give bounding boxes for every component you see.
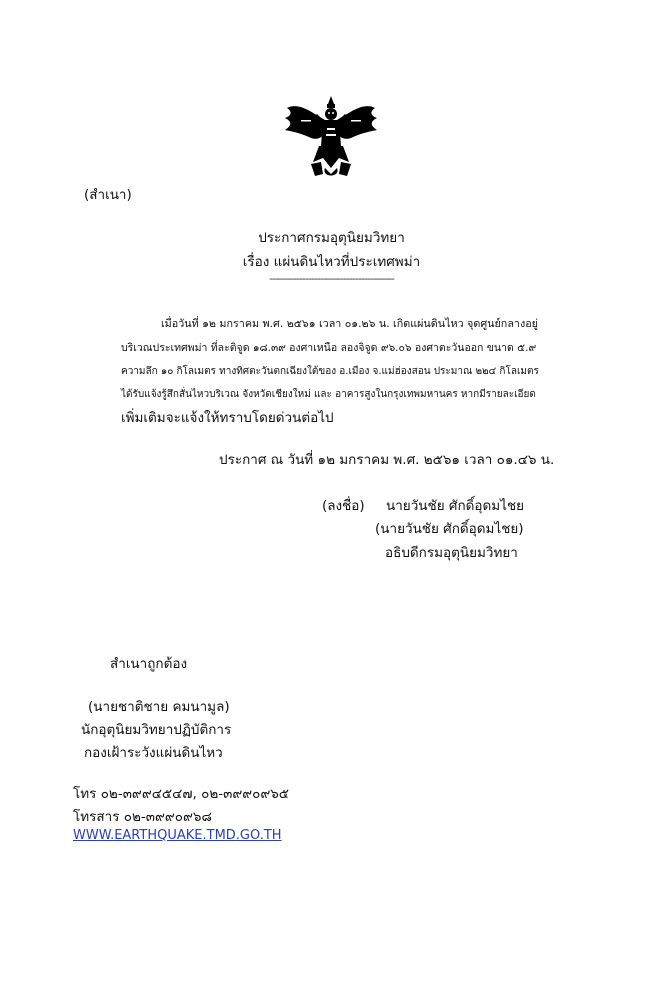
signer-name-parenthetical: (นายวันชัย ศักดิ์อุดมไชย) <box>375 521 524 537</box>
fax-number: โทรสาร ๐๒-๓๙๙๐๙๖๘ <box>73 809 212 825</box>
website-link[interactable]: WWW.EARTHQUAKE.TMD.GO.TH <box>73 828 282 843</box>
heading-organization: ประกาศกรมอุตุนิยมวิทยา <box>258 230 405 246</box>
heading-divider: ------------------------------------------ <box>269 272 394 285</box>
copy-mark: (สำเนา) <box>84 187 132 203</box>
certify-label: สำเนาถูกต้อง <box>110 656 188 672</box>
phone-number: โทร ๐๒-๓๙๙๔๕๔๗, ๐๒-๓๙๙๐๙๖๕ <box>73 786 290 802</box>
body-line: ได้รับแจ้งรู้สึกสั่นไหวบริเวณ จังหวัดเชียงใหม่ และ อาคารสูงในกรุงเทพมหานคร หากมีรายละเอียด <box>121 389 536 400</box>
heading-subject: เรื่อง แผ่นดินไหวที่ประเทศพม่า <box>242 254 421 270</box>
certifier-name: (นายชาติชาย คมนามูล) <box>88 699 230 715</box>
sign-label: (ลงชื่อ) <box>322 498 365 514</box>
garuda-emblem-icon <box>281 94 381 184</box>
body-line: ความลึก ๑๐ กิโลเมตร ทางทิศตะวันตกเฉียงใต้ของ อ.เมือง จ.แม่ฮ่องสอน ประมาณ ๒๒๔ กิโลเมตร <box>121 366 539 377</box>
certifier-division: กองเฝ้าระวังแผ่นดินไหว <box>84 745 223 761</box>
certifier-position: นักอุตุนิยมวิทยาปฏิบัติการ <box>81 722 232 738</box>
announce-date: ประกาศ ณ วันที่ ๑๒ มกราคม พ.ศ. ๒๕๖๑ เวลา ๐๑.๔๖ น. <box>219 452 555 468</box>
body-line: เมื่อวันที่ ๑๒ มกราคม พ.ศ. ๒๕๖๑ เวลา ๐๑.๒๖ น. เกิดแผ่นดินไหว จุดศูนย์กลางอยู่ <box>161 317 538 330</box>
signer-name: นายวันชัย ศักดิ์อุดมไชย <box>386 498 525 514</box>
body-line: บริเวณประเทศพม่า ที่ละติจูด ๑๘.๓๙ องศาเหนือ ลองจิจูด ๙๖.๐๖ องศาตะวันออก ขนาด ๕.๙ <box>121 342 537 354</box>
body-line: เพิ่มเติมจะแจ้งให้ทราบโดยด่วนต่อไป <box>121 410 334 426</box>
signer-title: อธิบดีกรมอุตุนิยมวิทยา <box>385 545 518 561</box>
